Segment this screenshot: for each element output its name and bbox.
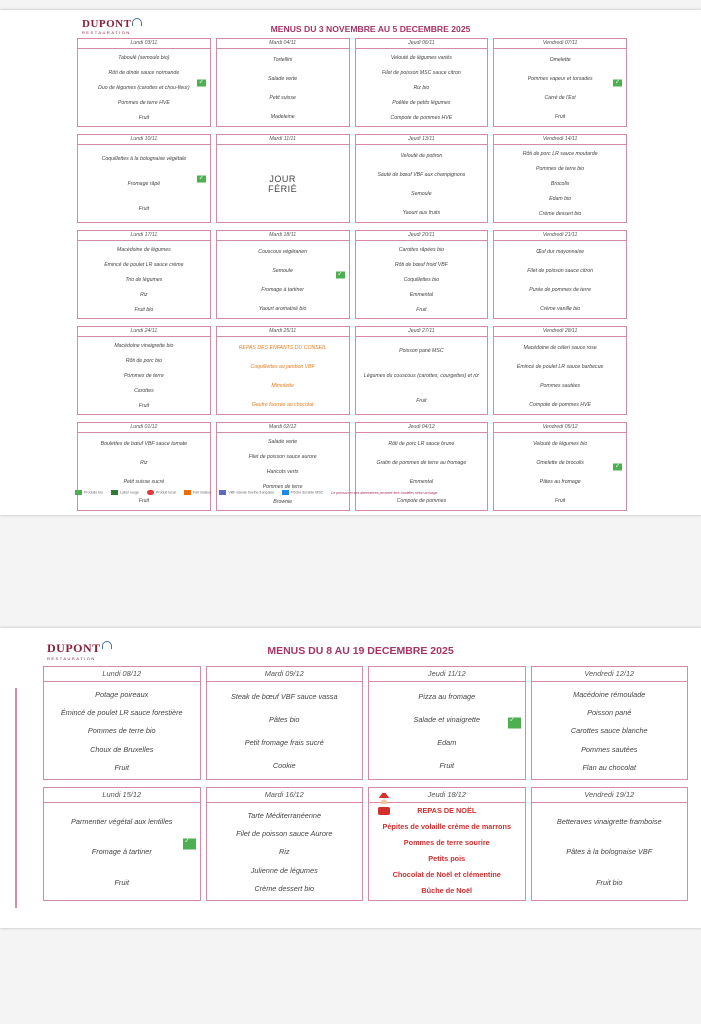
menu-item: Poisson pané [587, 708, 632, 718]
day-cell [355, 38, 489, 127]
legend-item: Fait maison [184, 490, 212, 495]
green-check-icon [613, 79, 622, 86]
day-cell [493, 38, 627, 127]
day-cell [77, 38, 211, 127]
day-header: Lundi 15/12 [44, 788, 200, 803]
menu-item: REPAS DE NOËL [417, 806, 477, 816]
menu-item: Rôti de porc bio [125, 357, 163, 364]
day-cell [355, 134, 489, 223]
day-cell [216, 230, 350, 319]
day-menu [78, 337, 210, 415]
day-header: Jeudi 06/11 [356, 39, 488, 49]
menu-item: Macédoine de légumes [117, 246, 171, 253]
day-header: Lundi 17/11 [78, 231, 210, 241]
menu-item: Semoule [411, 190, 432, 197]
menu-item: Edam bio [549, 196, 572, 203]
day-cell [216, 422, 350, 511]
day-header: Jeudi 04/12 [356, 423, 488, 433]
legend-item: VBF viande bovine française [219, 490, 274, 495]
day-header: Mardi 11/11 [217, 135, 349, 145]
menu-item: Rôti de porc LR sauce moutarde [522, 150, 598, 157]
menu-item: Madeleine [270, 113, 295, 120]
day-menu [494, 241, 626, 319]
menu-item: Petits pois [428, 853, 466, 863]
day-header: Mardi 16/12 [207, 788, 363, 803]
day-header: Mardi 25/11 [217, 327, 349, 337]
menu-item: Rôti de dinde sauce normande [108, 69, 180, 76]
day-header: Jeudi 13/11 [356, 135, 488, 145]
menu-item: Émincé de poulet LR sauce forestière [60, 708, 183, 718]
menu-item: Haricots verts [266, 468, 299, 475]
dupont-logo: DUPONT RESTAURATION [82, 18, 142, 35]
day-cell [493, 326, 627, 415]
menu-item: Fruit [554, 497, 566, 504]
menu-item: JOUR [269, 174, 296, 184]
day-menu [217, 241, 349, 319]
menu-item: Omelette [549, 56, 571, 63]
menu-sheet-december [0, 628, 701, 928]
menu-item: Crème dessert bio [538, 211, 582, 218]
day-menu [494, 433, 626, 511]
menu-item: Pommes de terre [262, 484, 303, 491]
menu-item: Mimolette [271, 382, 294, 389]
menu-item: Riz bio [413, 84, 430, 91]
day-cell [531, 787, 689, 901]
menu-item: Emmental [409, 292, 434, 299]
day-menu [217, 433, 349, 511]
day-cell [206, 666, 364, 780]
day-header: Jeudi 20/11 [356, 231, 488, 241]
day-menu [44, 803, 200, 901]
day-menu [369, 682, 525, 780]
day-header: Vendredi 12/12 [532, 667, 688, 682]
day-cell [493, 134, 627, 223]
day-cell [355, 230, 489, 319]
menu-item: Riz [140, 292, 148, 299]
day-header: Jeudi 27/11 [356, 327, 488, 337]
menu-item: Betteraves vinaigrette framboise [556, 816, 662, 826]
day-menu [369, 803, 525, 901]
day-cell [531, 666, 689, 780]
day-cell [355, 326, 489, 415]
menu-item: Cookie [272, 761, 296, 770]
menu-item: Gratin de pommes de terre au fromage [376, 459, 467, 466]
menu-item: Fruit [138, 206, 150, 213]
day-menu [207, 803, 363, 901]
menu-item: Compote de pommes HVE [390, 115, 453, 122]
menu-item: Poisson pané MSC [399, 347, 444, 354]
menu-item: Pommes de terre bio [536, 165, 585, 172]
legend-note: Le poisson et ses alternatives peuvent être modifiés selon arrivage [331, 490, 438, 495]
day-header: Jeudi 11/12 [369, 667, 525, 682]
menu-item: Riz [278, 847, 290, 857]
menu-item: Pommes de terre sourire [403, 838, 490, 848]
day-menu [44, 682, 200, 780]
menu-item: Boulettes de bœuf VBF sauce tomate [100, 440, 188, 447]
menu-item: Julienne de légumes [250, 865, 318, 875]
menu-item: Emmental [409, 478, 434, 485]
menu-item: Velouté de légumes variés [390, 54, 452, 61]
day-cell [43, 666, 201, 780]
day-header: Lundi 08/12 [44, 667, 200, 682]
menu-item: Pâtes à la bolognaise VBF [566, 847, 653, 857]
menu-item: Omelette de brocolis [536, 459, 584, 466]
menu-item: Fruit [416, 307, 427, 314]
menu-item: Parmentier végétal aux lentilles [71, 816, 173, 826]
day-menu [78, 241, 210, 319]
menu-grid-1 [77, 38, 627, 511]
menu-item: Rôti de porc LR sauce brune [388, 440, 455, 447]
day-menu [494, 145, 626, 223]
green-check-icon [613, 463, 622, 470]
day-header: Lundi 10/11 [78, 135, 210, 145]
day-menu [217, 337, 349, 415]
menu-item: Sauté de bœuf VBF aux champignons [377, 171, 466, 178]
menu-item: Petit fromage frais sucré [244, 738, 324, 747]
menu-item: Potage poireaux [95, 689, 149, 699]
menu-item: Pommes de terre HVE [117, 100, 170, 107]
day-cell-holiday [216, 134, 350, 223]
menu-item: Pommes de terre [123, 372, 164, 379]
menu-item: Coquillettes bio [403, 276, 440, 283]
day-menu [494, 337, 626, 415]
green-check-icon [197, 79, 206, 86]
menu-item: Fruit [138, 403, 150, 410]
page-title: MENUS DU 3 NOVEMBRE AU 5 DECEMBRE 2025 [270, 24, 471, 34]
menu-item: Macédoine de céleri sauce rose [523, 344, 597, 351]
legend [75, 490, 635, 495]
menu-item: Steak de bœuf VBF sauce vassa [230, 692, 338, 701]
day-cell-christmas [368, 787, 526, 901]
menu-grid-2 [43, 666, 688, 901]
menu-item: Trio de légumes [125, 276, 163, 283]
menu-item: Pâtes au fromage [539, 478, 581, 485]
menu-item: Brocolis [550, 180, 570, 187]
day-menu [217, 145, 349, 223]
legend-item: Pêche durable MSC [282, 490, 323, 495]
legend-item: Label rouge [111, 490, 139, 495]
menu-item: Crème vanille bio [540, 305, 581, 312]
menu-item: Tarte Méditerranéenne [247, 810, 322, 820]
day-header: Vendredi 05/12 [494, 423, 626, 433]
menu-item: Poêlée de petits légumes [392, 100, 451, 107]
menu-item: Compote de pommes HVE [529, 401, 591, 408]
day-header: Jeudi 18/12 [369, 788, 525, 803]
menu-item: Filet de poisson MSC sauce citron [382, 69, 461, 76]
menu-item: Velouté de potiron [400, 152, 443, 159]
menu-item: Pâtes bio [269, 715, 300, 724]
menu-item: Fruit [114, 878, 130, 888]
menu-item: Carottes sauce blanche [570, 726, 648, 736]
day-header: Mardi 18/11 [217, 231, 349, 241]
day-header: Vendredi 19/12 [532, 788, 688, 803]
menu-item: Pépites de volaille crème de marrons [382, 822, 512, 832]
menu-item: Macédoine vinaigrette bio [114, 342, 174, 349]
legend-item: Produits bio [75, 490, 103, 495]
day-menu [78, 433, 210, 511]
dupont-logo: DUPONT RESTAURATION [47, 641, 112, 661]
day-cell [43, 787, 201, 901]
menu-item: Filet de poisson sauce citron [527, 267, 593, 274]
menu-item: Filet de poisson sauce aurore [248, 453, 317, 460]
menu-item: Pommes vapeur et torsades [527, 75, 593, 82]
menu-item: Couscous végétarien [258, 248, 307, 255]
menu-item: Carottes râpées bio [398, 246, 445, 253]
green-check-icon [197, 175, 206, 182]
menu-item: Yaourt aux fruits [402, 209, 441, 216]
green-check-icon [336, 271, 345, 278]
santa-icon [373, 790, 395, 816]
menu-item: Duo de légumes (carottes et chou-fleur) [98, 84, 190, 91]
menu-item: Fromage râpé [127, 180, 161, 187]
day-menu [78, 145, 210, 223]
menu-item: Fruit [138, 115, 150, 122]
menu-item: Pizza au fromage [418, 692, 476, 701]
day-menu [532, 682, 688, 780]
menu-item: Salade et vinaigrette [413, 715, 481, 724]
menu-item: Fruit [439, 761, 455, 770]
menu-item: FÉRIÉ [268, 184, 298, 194]
menu-item: Carottes [134, 388, 154, 395]
menu-item: Rôti de bœuf froid VBF [394, 261, 448, 268]
day-header: Mardi 04/11 [217, 39, 349, 49]
page-edge-line [15, 688, 17, 908]
menu-item: Velouté de légumes bio [533, 440, 588, 447]
menu-item: Petit suisse [269, 94, 296, 101]
day-header: Mardi 09/12 [207, 667, 363, 682]
menu-item: Edam [437, 738, 457, 747]
menu-item: Yaourt aromatisé bio [258, 305, 307, 312]
day-header: Vendredi 07/11 [494, 39, 626, 49]
menu-item: Fromage à tartiner [91, 847, 152, 857]
day-menu [356, 145, 488, 223]
day-menu [494, 49, 626, 127]
day-header: Lundi 03/11 [78, 39, 210, 49]
menu-item: Carré de l'Est [544, 94, 576, 101]
menu-item: Filet de poisson sauce Aurore [236, 829, 333, 839]
day-header: Lundi 01/12 [78, 423, 210, 433]
menu-item: Salade verte [268, 438, 298, 445]
menu-item: Semoule [272, 267, 293, 274]
menu-item: Gaufre fourrée au chocolat [251, 401, 314, 408]
green-check-icon [183, 839, 196, 850]
menu-item: Fruit bio [134, 307, 154, 314]
day-header: Lundi 24/11 [78, 327, 210, 337]
menu-item: Fruit [416, 398, 427, 405]
menu-item: REPAS DES ENFANTS DU CONSEIL [238, 344, 327, 351]
legend-item: Produit local [147, 490, 176, 495]
day-cell [77, 230, 211, 319]
menu-item: Bûche de Noël [421, 885, 473, 895]
menu-item: Macédoine rémoulade [573, 689, 646, 699]
menu-item: Compote de pommes [396, 497, 447, 504]
menu-item: Émincé de poulet LR sauce barbecue [516, 363, 604, 370]
day-menu [356, 241, 488, 319]
day-header: Vendredi 28/11 [494, 327, 626, 337]
menu-item: Flan au chocolat [582, 763, 637, 773]
day-cell [493, 422, 627, 511]
day-header: Vendredi 21/11 [494, 231, 626, 241]
menu-item: Tortellini [273, 56, 293, 63]
day-header: Mardi 02/12 [217, 423, 349, 433]
menu-item: Fromage à tartiner [261, 286, 304, 293]
day-menu [356, 433, 488, 511]
menu-item: Fruit [138, 497, 150, 504]
day-menu [356, 49, 488, 127]
menu-item: Fruit [114, 763, 130, 773]
day-cell [206, 787, 364, 901]
day-header: Vendredi 14/11 [494, 135, 626, 145]
day-cell [493, 230, 627, 319]
day-cell [368, 666, 526, 780]
menu-item: Pommes sautées [581, 744, 638, 754]
menu-item: Légumes du couscous (carottes, courgettes) et riz [363, 372, 479, 379]
day-menu [78, 49, 210, 127]
menu-item: Pommes sautées [540, 382, 581, 389]
day-cell [77, 422, 211, 511]
menu-item: Chocolat de Noël et clémentine [392, 869, 501, 879]
menu-item: Fruit [554, 113, 566, 120]
day-menu [207, 682, 363, 780]
menu-item: Brownie [273, 499, 292, 506]
menu-item: Coquillettes au jambon VBF [250, 363, 315, 370]
menu-sheet-november [0, 10, 701, 515]
day-cell [216, 326, 350, 415]
menu-item: Purée de pommes de terre [529, 286, 591, 293]
day-menu [532, 803, 688, 901]
menu-item: Petit suisse sucré [123, 478, 165, 485]
menu-item: Choux de Bruxelles [90, 744, 154, 754]
menu-item: Salade verte [268, 75, 298, 82]
green-check-icon [508, 718, 521, 729]
day-menu [356, 337, 488, 415]
menu-item: Fruit bio [596, 878, 623, 888]
day-menu [217, 49, 349, 127]
menu-item: Riz [140, 459, 148, 466]
menu-item: Œuf dur mayonnaise [536, 248, 585, 255]
menu-item: Émincé de poulet LR sauce crème [104, 261, 184, 268]
day-cell [355, 422, 489, 511]
menu-item: Coquillettes à la bolognaise végétale [101, 155, 187, 162]
menu-item: Taboulé (semoule bio) [118, 54, 170, 61]
day-cell [77, 326, 211, 415]
day-cell [216, 38, 350, 127]
menu-item: Crème dessert bio [254, 884, 315, 894]
menu-item: Pommes de terre bio [87, 726, 156, 736]
day-cell [77, 134, 211, 223]
page-title: MENUS DU 8 AU 19 DECEMBRE 2025 [267, 645, 454, 657]
